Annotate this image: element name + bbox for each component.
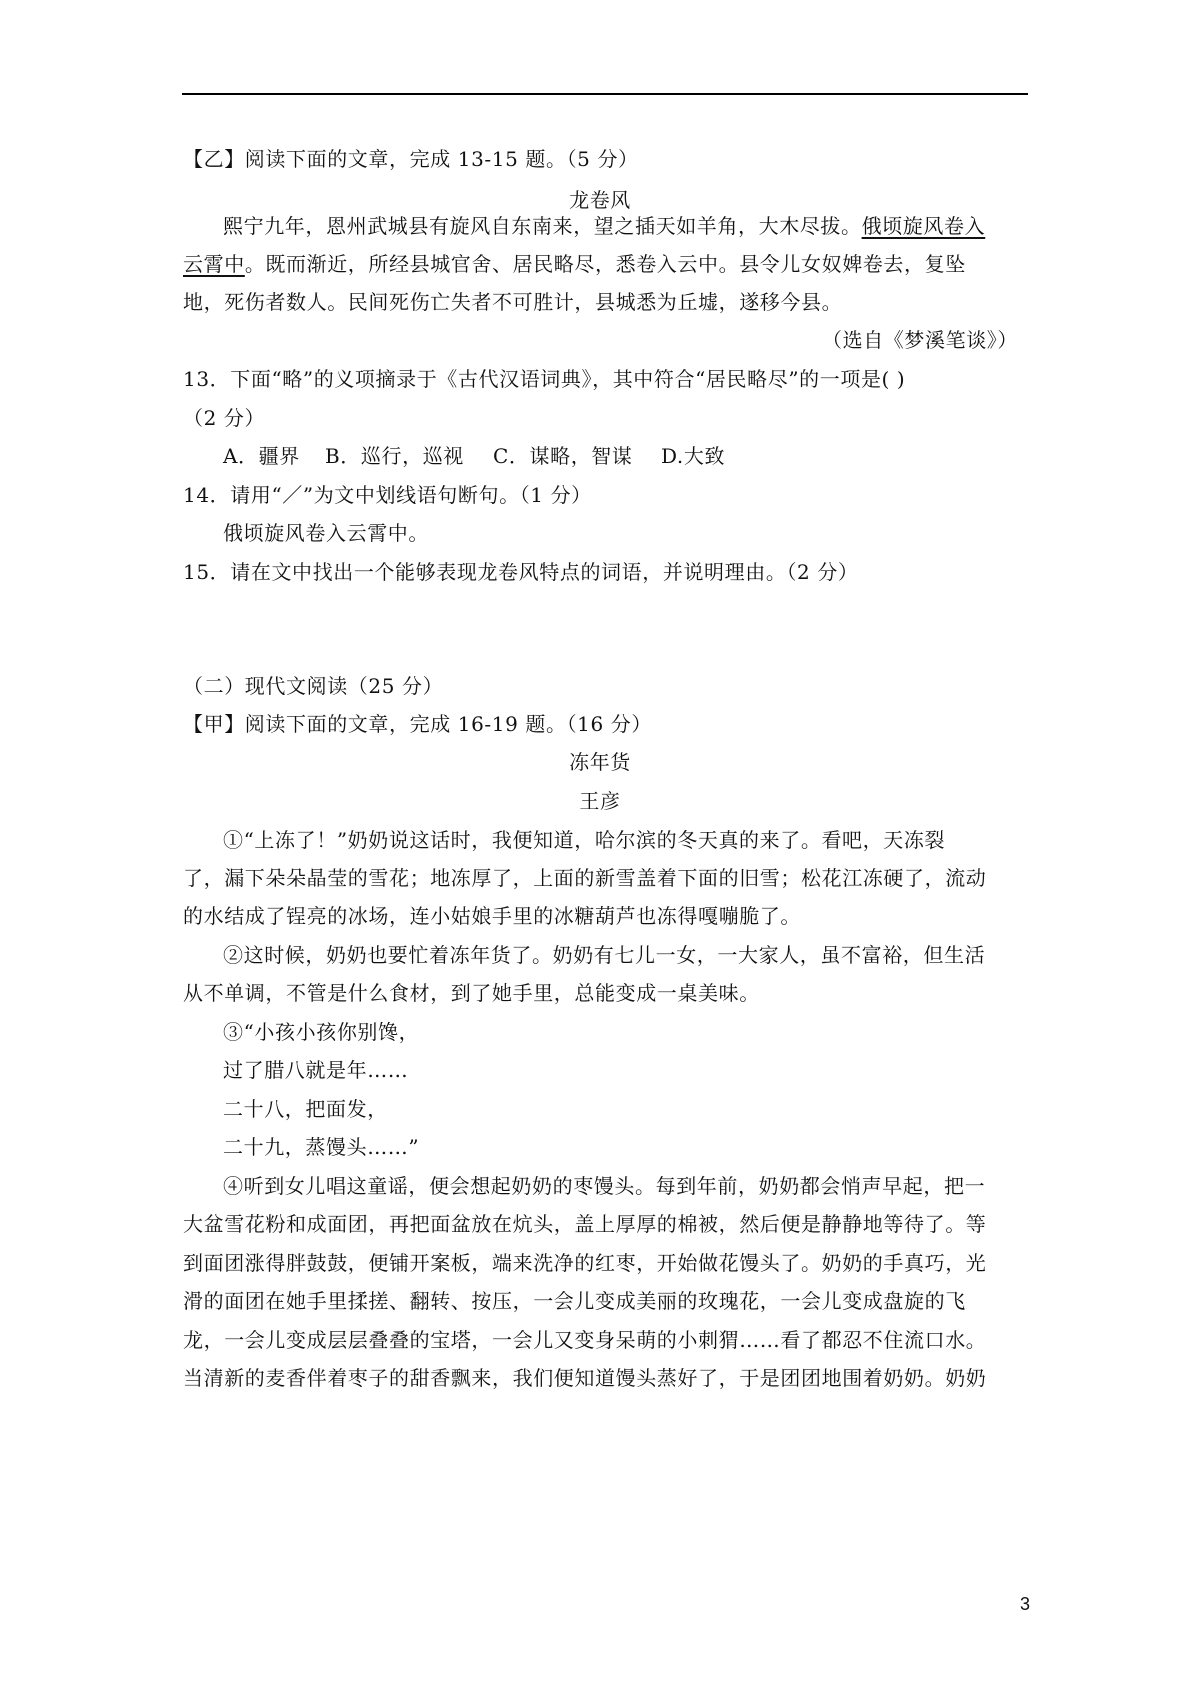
- passage-line: 地，死伤者数人。民间死伤亡失者不可胜计，县城悉为丘墟，遂移今县。: [183, 290, 843, 314]
- question-13: 13．下面“略”的义项摘录于《古代汉语词典》，其中符合“居民略尽”的一项是( ): [183, 367, 906, 391]
- rhyme-line: 二十八，把面发，: [223, 1097, 388, 1121]
- passage-line: 从不单调，不管是什么食材，到了她手里，总能变成一桌美味。: [183, 981, 760, 1005]
- question-15: 15．请在文中找出一个能够表现龙卷风特点的词语，并说明理由。（2 分）: [183, 560, 859, 584]
- passage-line: 龙，一会儿变成层层叠叠的宝塔，一会儿又变身呆萌的小刺猬……看了都忍不住流口水。: [183, 1328, 987, 1352]
- passage-line: 到面团涨得胖鼓鼓，便铺开案板，端来洗净的红枣，开始做花馒头了。奶奶的手真巧，光: [183, 1251, 987, 1275]
- article-author: 王彦: [579, 789, 621, 813]
- option-a: A．疆界: [223, 444, 300, 468]
- rhyme-line: 过了腊八就是年……: [223, 1058, 409, 1082]
- underlined-sentence: 俄顷旋风卷入: [861, 214, 986, 238]
- rhyme-line: ③“小孩小孩你别馋，: [223, 1020, 420, 1044]
- passage-text: 。既而渐近，所经县城官舍、居民略尽，悉卷入云中。县令儿女奴婢卷去，复坠: [244, 252, 966, 276]
- question-13-options: [223, 441, 725, 471]
- rhyme-line: 二十九，蒸馒头……”: [223, 1135, 420, 1159]
- section-jia-heading: 【甲】阅读下面的文章，完成 16-19 题。（16 分）: [183, 712, 652, 736]
- passage-line: [223, 211, 985, 241]
- part-2-heading: （二）现代文阅读（25 分）: [183, 674, 444, 698]
- question-14: 14．请用“／”为文中划线语句断句。（1 分）: [183, 483, 592, 507]
- article-title-frozen-goods: 冻年货: [569, 750, 631, 774]
- passage-line: 当清新的麦香伴着枣子的甜香飘来，我们便知道馒头蒸好了，于是团团地围着奶奶。奶奶: [183, 1366, 987, 1390]
- article-title-tornado: 龙卷风: [569, 188, 631, 212]
- passage-line: 了，漏下朵朵晶莹的雪花；地冻厚了，上面的新雪盖着下面的旧雪；松花江冻硬了，流动: [183, 866, 987, 890]
- passage-text: 熙宁九年，恩州武城县有旋风自东南来，望之插天如羊角，大木尽拔。: [223, 214, 862, 238]
- option-b: B．巡行，巡视: [325, 444, 464, 468]
- header-rule: [182, 93, 1028, 95]
- option-d: D.大致: [661, 444, 726, 468]
- section-yi-heading: 【乙】阅读下面的文章，完成 13-15 题。（5 分）: [183, 147, 639, 171]
- page-number: 3: [1019, 1594, 1030, 1614]
- passage-line: ②这时候，奶奶也要忙着冻年货了。奶奶有七儿一女，一大家人，虽不富裕，但生活: [223, 943, 986, 967]
- question-13-points: （2 分）: [183, 406, 266, 430]
- passage-line: ①“上冻了！”奶奶说这话时，我便知道，哈尔滨的冬天真的来了。看吧，天冻裂: [223, 828, 946, 852]
- underlined-sentence: 云霄中: [183, 252, 245, 276]
- source-citation: （选自《梦溪笔谈》）: [822, 328, 1018, 352]
- passage-line: 的水结成了锃亮的冰场，连小姑娘手里的冰糖葫芦也冻得嘎嘣脆了。: [183, 904, 801, 928]
- question-14-sentence: 俄顷旋风卷入云霄中。: [223, 521, 429, 545]
- passage-line: ④听到女儿唱这童谣，便会想起奶奶的枣馒头。每到年前，奶奶都会悄声早起，把一: [223, 1174, 986, 1198]
- passage-line: 滑的面团在她手里揉搓、翻转、按压，一会儿变成美丽的玫瑰花，一会儿变成盘旋的飞: [183, 1289, 966, 1313]
- passage-line: [183, 249, 966, 279]
- passage-line: 大盆雪花粉和成面团，再把面盆放在炕头，盖上厚厚的棉被，然后便是静静地等待了。等: [183, 1212, 987, 1236]
- option-c: C．谋略，智谋: [493, 444, 633, 468]
